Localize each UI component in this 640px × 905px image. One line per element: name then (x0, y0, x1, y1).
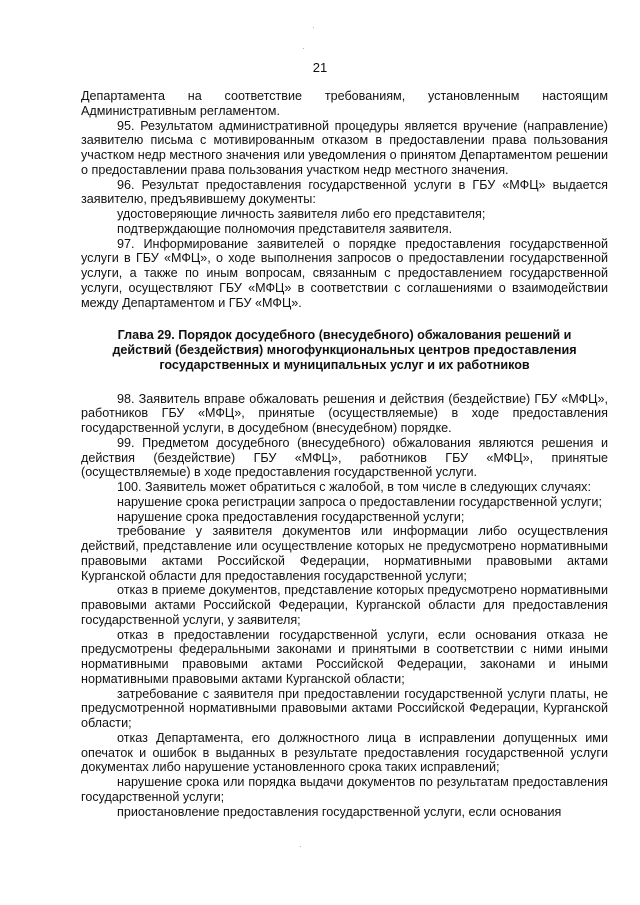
paragraphs-before-chapter (81, 89, 608, 310)
paragraph-c9: приостановление предоставления государственной услуги, если основания (117, 804, 562, 819)
paragraph-p97: 97. Информирование заявителей о порядке предоставления государственной услуги в ГБУ «МФЦ», о ходе выполнения запросов о предоставлении государственной услуги, а также по иным вопросам, связанным с предоставлением государственной услуги, осуществляют ГБУ «МФЦ» в соответствии с соглашениями о взаимодействии между Департаментом и ГБУ «МФЦ». (81, 236, 608, 310)
paragraph-c1: нарушение срока регистрации запроса о предоставлении государственной услуги; (117, 494, 602, 509)
paragraph-c5: отказ в предоставлении государственной услуги, если основания отказа не предусмотрены федеральными законами и принятыми в соответствии с ними иными нормативными правовыми актами Российской Федерации, законами и иными нормативными правовыми актами Курганской области; (81, 627, 608, 686)
paragraph-p0: Департамента на соответствие требованиям, установленным настоящим Административным регламентом. (81, 89, 608, 118)
paragraph-p96: 96. Результат предоставления государственной услуги в ГБУ «МФЦ» выдается заявителю, предъявившему документы: (81, 177, 608, 207)
paragraph-c8: нарушение срока или порядка выдачи документов по результатам предоставления государственной услуги; (81, 775, 608, 804)
paragraph-c4: отказ в приеме документов, представление которых предусмотрено нормативными правовыми актами Российской Федерации, Курганской области для предоставления государственной услуги, у заявителя; (81, 583, 608, 627)
scan-speck: · (299, 842, 302, 851)
paragraphs-after-chapter (81, 392, 608, 820)
paragraph-c2: нарушение срока предоставления государственной услуги; (117, 509, 465, 524)
paragraph-p98: 98. Заявитель вправе обжаловать решения и действия (бездействие) ГБУ «МФЦ», работников ГБУ «МФЦ», принятые (осуществляемые) в ходе предоставления государственной услуги, в досудебном (внесудебном) порядке. (81, 391, 608, 435)
paragraph-p99: 99. Предметом досудебного (внесудебного) обжалования являются решения и действия (бездействие) ГБУ «МФЦ», работников ГБУ «МФЦ», принятые (осуществляемые) в ходе предоставления государственной услуги. (81, 435, 608, 480)
paragraph-p95: 95. Результатом административной процедуры является вручение (направление) заявителю письма с мотивированным отказом в предоставлении права пользования участком недр местного значения или уведомления о принятом Департаментом решении о предоставлении права пользования участком недр местного значения. (81, 118, 608, 177)
page-number: 21 (312, 60, 328, 75)
document-body (81, 89, 608, 819)
paragraph-c3: требование у заявителя документов или информации либо осуществления действий, представление или осуществление которых не предусмотрено нормативными правовыми актами Российской Федерации, нормативными правовыми актами Курганской области для предоставления государственной услуги; (81, 524, 608, 583)
paragraph-c6: затребование с заявителя при предоставлении государственной услуги платы, не предусмотренной нормативными правовыми актами Российской Федерации, Курганской области; (81, 686, 608, 730)
paragraph-p100: 100. Заявитель может обратиться с жалобой, в том числе в следующих случаях: (117, 480, 591, 494)
paragraph-c7: отказ Департамента, его должностного лица в исправлении допущенных ими опечаток и ошибок в выданных в результате предоставления государственной услуги документах либо нарушение установленного срока таких исправлений; (81, 730, 608, 775)
paragraph-p96b: подтверждающие полномочия представителя заявителя. (117, 221, 453, 236)
scan-speck: · (302, 44, 305, 53)
chapter-heading: Глава 29. Порядок досудебного (внесудебного) обжалования решений и действий (бездействия) многофункциональных центров предоставления государственных и муниципальных услуг и их работников (112, 328, 577, 372)
scan-speck: · (312, 23, 315, 32)
paragraph-p96a: удостоверяющие личность заявителя либо его представителя; (117, 207, 486, 221)
